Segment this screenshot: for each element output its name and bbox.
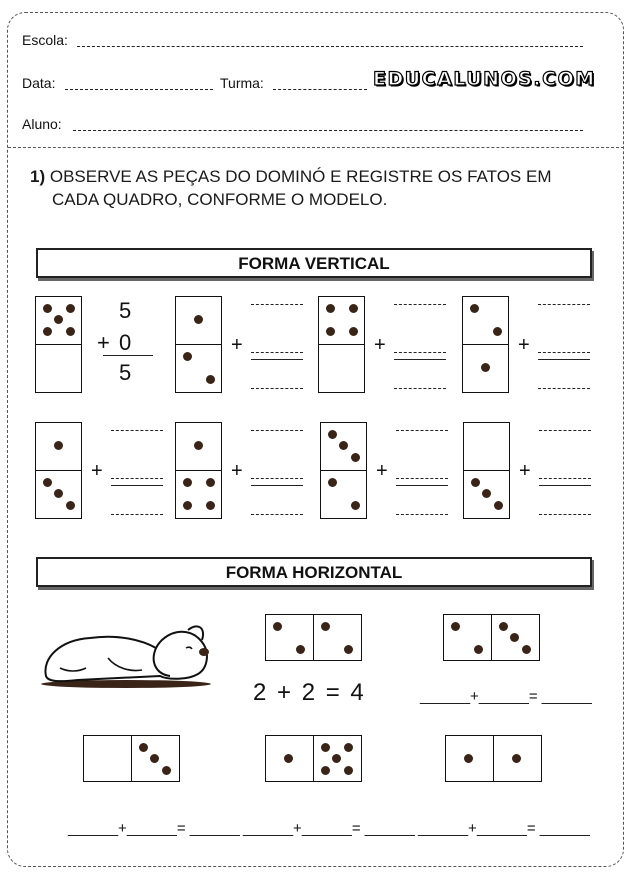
domino-vertical [462,296,509,393]
domino-pip [66,327,75,336]
domino-vertical [463,422,510,519]
class-label: Turma: [220,75,264,91]
domino-pip [470,304,479,313]
domino-horizontal [445,735,542,782]
domino-horizontal [443,614,540,661]
domino-pip [162,766,171,775]
domino-pip [54,441,63,450]
domino-pip [510,633,519,642]
domino-pip [139,743,148,752]
domino-pip [54,489,63,498]
example-result: 5 [119,360,132,385]
domino-pip [206,478,215,487]
domino-divider [36,344,81,345]
domino-pip [183,478,192,487]
answer-blank-result[interactable] [396,514,448,515]
section-title-vertical: FORMA VERTICAL [36,248,592,278]
plus-sign: + [518,334,530,356]
domino-pip [339,441,348,450]
domino-divider [463,344,508,345]
domino-pip [512,754,521,763]
domino-pip [522,645,531,654]
answer-blank-result[interactable] [111,514,163,515]
domino-vertical [175,422,222,519]
student-label: Aluno: [22,116,62,132]
domino-pip [183,352,192,361]
domino-pip [326,327,335,336]
domino-pip [66,501,75,510]
sum-line [251,485,303,486]
answer-blank-top[interactable] [394,304,446,305]
plus-sign: + [231,334,243,356]
sum-line [538,359,590,360]
answer-blank-top[interactable] [538,304,590,305]
answer-blank-middle[interactable] [396,478,448,479]
school-field[interactable] [77,46,583,47]
domino-vertical [318,296,365,393]
date-label: Data: [22,75,56,91]
domino-horizontal [83,735,180,782]
answer-blank-middle[interactable] [539,478,591,479]
domino-divider [131,736,132,781]
site-logo: EDUCALUNOS.COM [373,68,596,90]
student-field[interactable] [73,130,583,131]
plus-sign: + [231,460,243,482]
example-equation: 2 + 2 = 4 [253,679,366,706]
sum-line [396,485,448,486]
domino-pip [54,315,63,324]
header-separator [8,147,624,148]
domino-pip [328,478,337,487]
domino-pip [194,315,203,324]
answer-line[interactable]: ______+______= ______ [420,688,592,705]
answer-blank-top[interactable] [111,430,163,431]
domino-pip [349,327,358,336]
domino-pip [321,622,330,631]
answer-blank-middle[interactable] [251,478,303,479]
domino-pip [321,743,330,752]
domino-pip [273,622,282,631]
answer-blank-result[interactable] [251,388,303,389]
answer-line[interactable]: ______+______= ______ [243,820,415,837]
domino-pip [150,754,159,763]
domino-pip [326,304,335,313]
section-title-horizontal: FORMA HORIZONTAL [36,557,592,587]
domino-pip [43,304,52,313]
domino-divider [313,736,314,781]
answer-blank-top[interactable] [251,430,303,431]
answer-blank-result[interactable] [539,514,591,515]
sum-line [251,359,303,360]
answer-blank-result[interactable] [251,514,303,515]
domino-pip [206,375,215,384]
domino-divider [176,470,221,471]
example-sum-line [103,355,153,356]
answer-blank-result[interactable] [394,388,446,389]
answer-line[interactable]: ______+______= ______ [418,820,590,837]
sum-line [539,485,591,486]
sum-line [111,485,163,486]
domino-pip [344,645,353,654]
answer-blank-result[interactable] [538,388,590,389]
domino-pip [284,754,293,763]
domino-pip [43,478,52,487]
domino-pip [474,645,483,654]
domino-horizontal [265,614,362,661]
sum-line [394,359,446,360]
domino-pip [493,327,502,336]
answer-blank-top[interactable] [539,430,591,431]
domino-divider [313,615,314,660]
domino-pip [482,489,491,498]
domino-pip [494,501,503,510]
domino-divider [319,344,364,345]
domino-divider [176,344,221,345]
domino-vertical [35,422,82,519]
instruction-line-2: CADA QUADRO, CONFORME O MODELO. [52,190,388,209]
domino-divider [493,736,494,781]
domino-horizontal [265,735,362,782]
answer-blank-middle[interactable] [251,352,303,353]
answer-blank-top[interactable] [251,304,303,305]
domino-pip [351,453,360,462]
domino-pip [332,754,341,763]
domino-pip [464,754,473,763]
domino-pip [349,304,358,313]
domino-vertical [320,422,367,519]
domino-pip [351,501,360,510]
instruction [30,166,551,188]
plus-sign: + [376,460,388,482]
domino-pip [451,622,460,631]
domino-pip [296,645,305,654]
domino-pip [194,441,203,450]
domino-pip [321,766,330,775]
example-plus: + [97,330,110,355]
example-top-number: 5 [119,298,132,323]
domino-pip [344,743,353,752]
dog-illustration [38,618,213,690]
domino-divider [36,470,81,471]
answer-blank-middle[interactable] [538,352,590,353]
domino-pip [481,363,490,372]
domino-pip [66,304,75,313]
domino-vertical [35,296,82,393]
domino-pip [183,501,192,510]
answer-line[interactable]: ______+______= ______ [68,820,240,837]
class-field[interactable] [273,89,367,90]
domino-divider [321,470,366,471]
domino-pip [206,501,215,510]
answer-blank-middle[interactable] [111,478,163,479]
domino-divider [491,615,492,660]
instruction-line-1: OBSERVE AS PEÇAS DO DOMINÓ E REGISTRE OS FATOS EM [49,167,552,186]
plus-sign: + [519,460,531,482]
question-number: 1) [30,167,46,186]
domino-pip [344,766,353,775]
domino-vertical [175,296,222,393]
domino-pip [43,327,52,336]
domino-pip [328,430,337,439]
date-field[interactable] [65,89,213,90]
plus-sign: + [374,334,386,356]
domino-pip [499,622,508,631]
domino-divider [464,470,509,471]
example-bottom-number: 0 [119,330,132,355]
answer-blank-top[interactable] [396,430,448,431]
school-label: Escola: [22,32,68,48]
domino-pip [471,478,480,487]
answer-blank-middle[interactable] [394,352,446,353]
plus-sign: + [91,460,103,482]
